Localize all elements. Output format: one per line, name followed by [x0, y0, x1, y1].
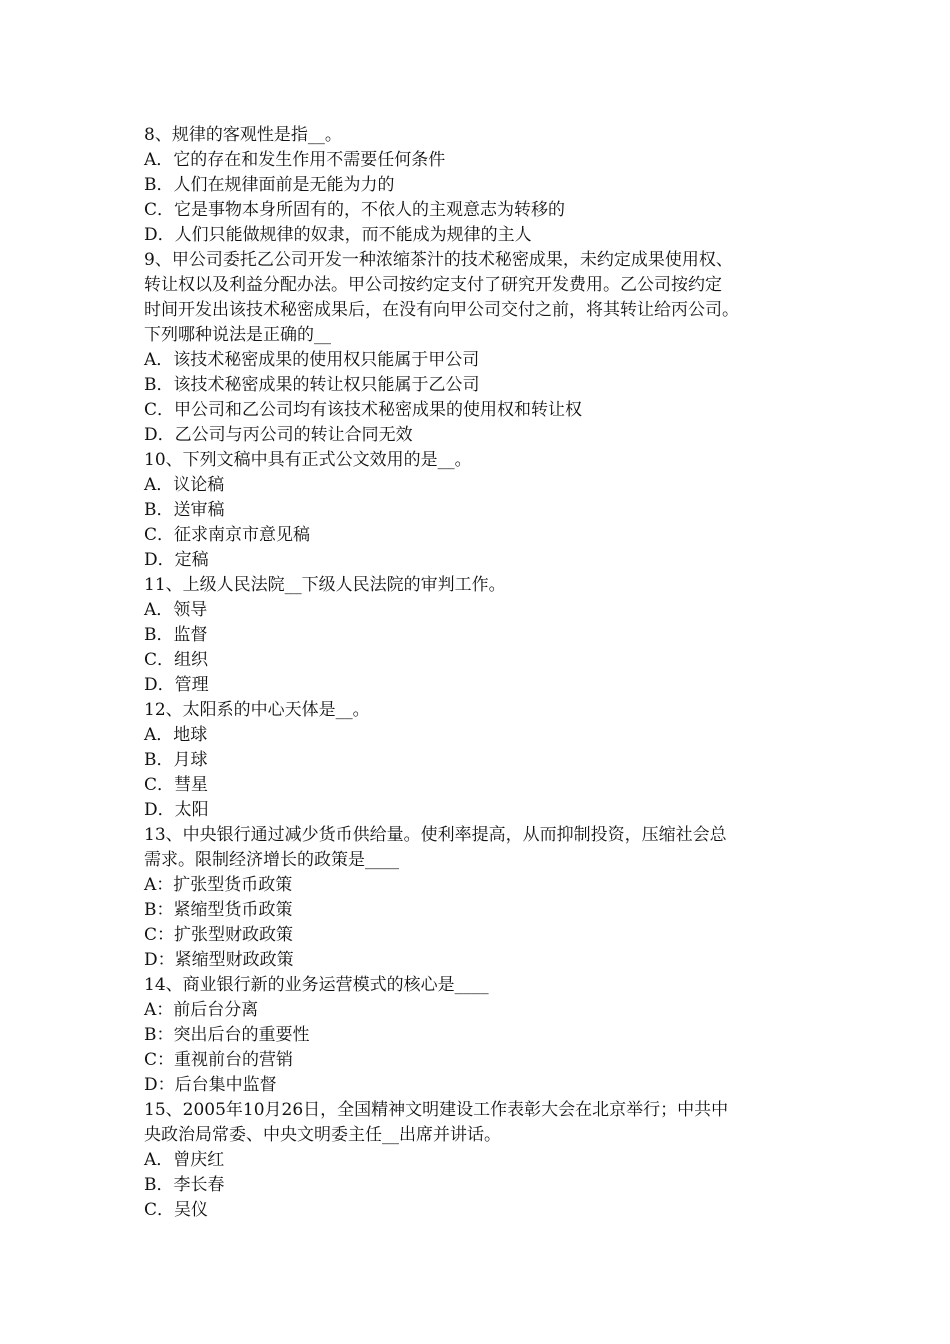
question-14: 14、商业银行新的业务运营模式的核心是____ [144, 975, 489, 995]
question-15-line-2: 央政治局常委、中央文明委主任__出席并讲话。 [144, 1125, 501, 1145]
option-13b: B：紧缩型货币政策 [144, 900, 293, 920]
question-9-line-4: 下列哪种说法是正确的__ [144, 325, 331, 345]
option-9b: B．该技术秘密成果的转让权只能属于乙公司 [144, 375, 480, 395]
option-14a: A：前后台分离 [144, 1000, 259, 1020]
question-text-block [144, 123, 824, 1223]
option-15a: A．曾庆红 [144, 1150, 225, 1170]
option-10b: B．送审稿 [144, 500, 225, 520]
option-13d: D：紧缩型财政政策 [144, 950, 294, 970]
option-12c: C．彗星 [144, 775, 209, 795]
option-14b: B：突出后台的重要性 [144, 1025, 310, 1045]
option-11b: B．监督 [144, 625, 208, 645]
option-12a: A．地球 [144, 725, 208, 745]
question-12: 12、太阳系的中心天体是__。 [144, 700, 370, 720]
option-9d: D．乙公司与丙公司的转让合同无效 [144, 425, 413, 445]
question-15-line-1: 15、2005年10月26日，全国精神文明建设工作表彰大会在北京举行；中共中 [144, 1100, 729, 1120]
option-8b: B．人们在规律面前是无能为力的 [144, 175, 395, 195]
option-8a: A．它的存在和发生作用不需要任何条件 [144, 150, 446, 170]
question-13-line-1: 13、中央银行通过减少货币供给量。使利率提高，从而抑制投资，压缩社会总 [144, 825, 727, 845]
option-13a: A：扩张型货币政策 [144, 875, 293, 895]
option-11c: C．组织 [144, 650, 209, 670]
question-9-line-1: 9、甲公司委托乙公司开发一种浓缩茶汁的技术秘密成果，未约定成果使用权、 [144, 250, 733, 270]
option-13c: C：扩张型财政政策 [144, 925, 294, 945]
option-10c: C．征求南京市意见稿 [144, 525, 311, 545]
option-10a: A．议论稿 [144, 475, 225, 495]
option-10d: D．定稿 [144, 550, 209, 570]
question-9-line-3: 时间开发出该技术秘密成果后，在没有向甲公司交付之前，将其转让给丙公司。 [144, 300, 739, 320]
question-11: 11、上级人民法院__下级人民法院的审判工作。 [144, 575, 506, 595]
option-9c: C．甲公司和乙公司均有该技术秘密成果的使用权和转让权 [144, 400, 583, 420]
option-14d: D：后台集中监督 [144, 1075, 277, 1095]
option-15b: B．李长春 [144, 1175, 225, 1195]
option-8d: D．人们只能做规律的奴隶，而不能成为规律的主人 [144, 225, 532, 245]
option-11d: D．管理 [144, 675, 209, 695]
option-9a: A．该技术秘密成果的使用权只能属于甲公司 [144, 350, 480, 370]
option-15c: C．吴仪 [144, 1200, 209, 1220]
option-12d: D．太阳 [144, 800, 209, 820]
option-14c: C：重视前台的营销 [144, 1050, 294, 1070]
question-9-line-2: 转让权以及利益分配办法。甲公司按约定支付了研究开发费用。乙公司按约定 [144, 275, 722, 295]
question-8: 8、规律的客观性是指__。 [144, 125, 342, 145]
question-10: 10、下列文稿中具有正式公文效用的是__。 [144, 450, 472, 470]
question-13-line-2: 需求。限制经济增长的政策是____ [144, 850, 399, 870]
option-12b: B．月球 [144, 750, 208, 770]
option-8c: C．它是事物本身所固有的，不依人的主观意志为转移的 [144, 200, 566, 220]
option-11a: A．领导 [144, 600, 208, 620]
